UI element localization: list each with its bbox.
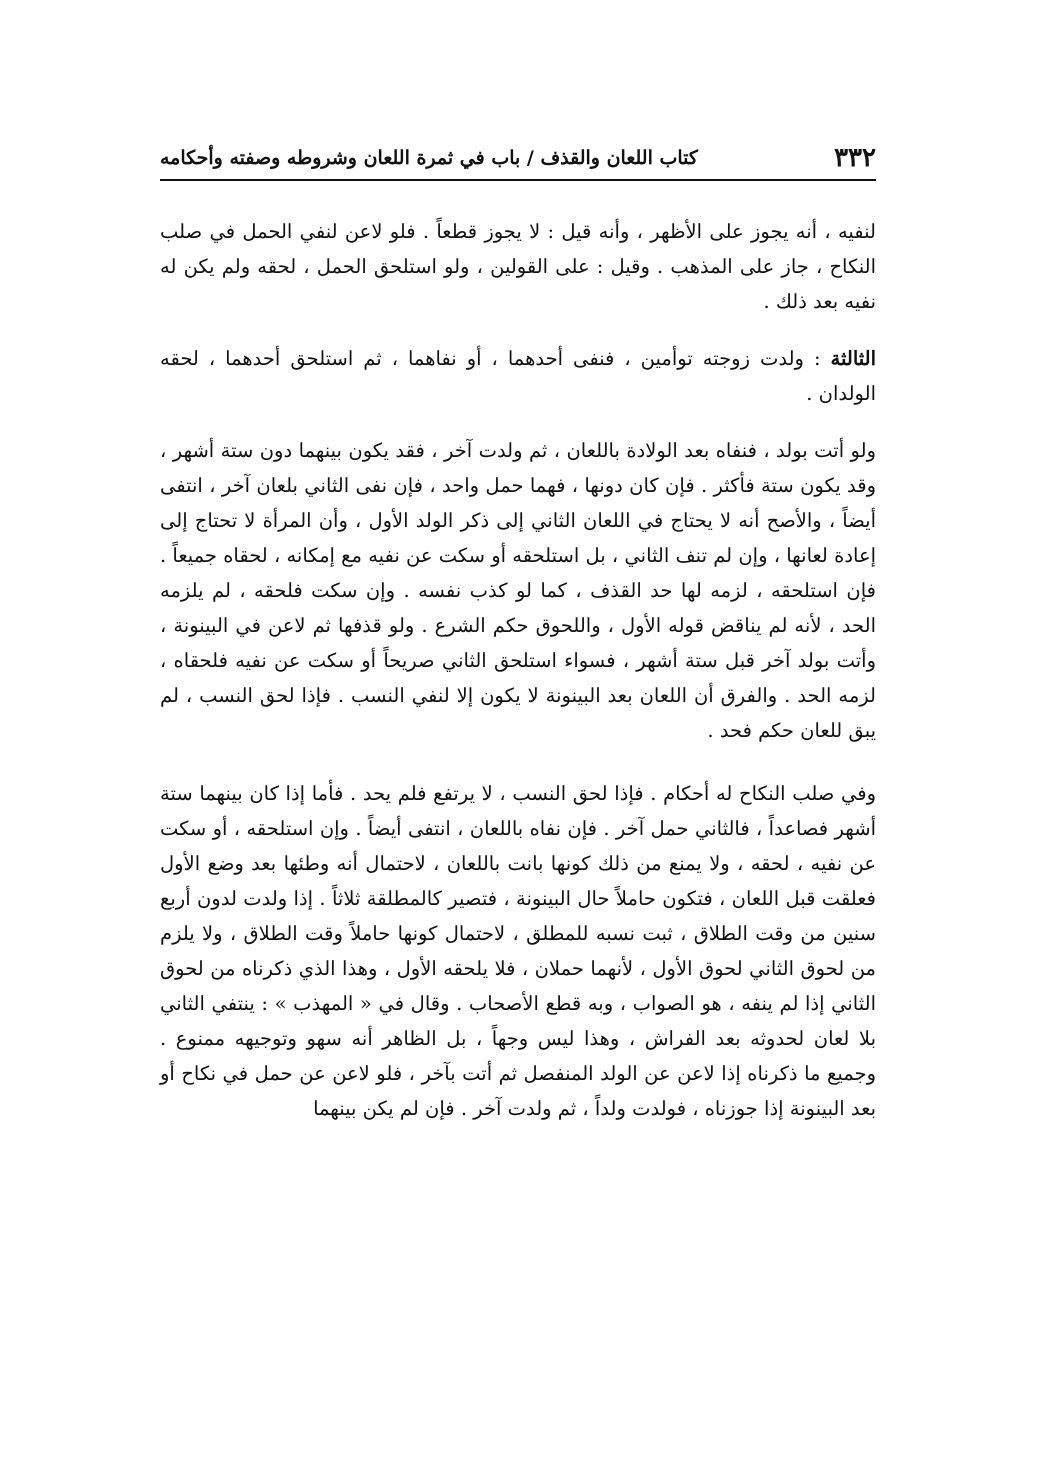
paragraph-1: لنفيه ، أنه يجوز على الأظهر ، وأنه قيل : لا يجوز قطعاً . فلو لاعن لنفي الحمل في صلب النكاح ، جاز على المذهب . وقيل : على القولين ، ولو استلحق الحمل ، لحقه ولم يكن له نفيه بعد ذلك . (160, 220, 876, 313)
running-header (160, 138, 876, 178)
chapter-title: كتاب اللعان والقذف / باب في ثمرة اللعان وشروطه وصفته وأحكامه (160, 147, 698, 169)
page-body (160, 214, 876, 1126)
page-number: ٣٣٢ (834, 143, 876, 173)
paragraph-2-text: : ولدت زوجته توأمين ، فنفى أحدهما ، أو نفاهما ، ثم استلحق أحدهما ، لحقه الولدان . (160, 347, 876, 405)
section-label-third: الثالثة (830, 347, 877, 370)
paragraph-4: وفي صلب النكاح له أحكام . فإذا لحق النسب ، لا يرتفع فلم يحد . فأما إذا كان بينهما ستة أشهر فصاعداً ، فالثاني حمل آخر . فإن نفاه باللعان ، انتفى أيضاً . وإن استلحقه ، أو سكت عن نفيه ، لحقه ، ولا يمنع من ذلك كونها بانت باللعان ، لاحتمال أنه وطئها بعد وضع الأول فعلقت قبل اللعان ، فتكون حاملاً حال البينونة ، فتصير كالمطلقة ثلاثاً . إذا ولدت لدون أربع سنين من وقت الطلاق ، ثبت نسبه للمطلق ، لاحتمال كونها حاملاً وقت الطلاق ، ولا يلزم من لحوق الثاني لحوق الأول ، لأنهما حملان ، فلا يلحقه الأول ، وهذا الذي ذكرناه من لحوق الثاني إذا لم ينفه ، هو الصواب ، وبه قطع الأصحاب . وقال في « المهذب » : ينتفي الثاني بلا لعان لحدوثه بعد الفراش ، وهذا ليس وجهاً ، بل الظاهر أنه سهو وتوجيهه ممنوع . وجميع ما ذكرناه إذا لاعن عن الولد المنفصل ثم أتت بآخر ، فلو لاعن عن حمل في نكاح أو بعد البينونة إذا جوزناه ، فولدت ولداً ، ثم ولدت آخر . فإن لم يكن بينهما (160, 782, 876, 1120)
paragraph-2 (160, 341, 876, 411)
paragraph-3: ولو أتت بولد ، فنفاه بعد الولادة باللعان ، ثم ولدت آخر ، فقد يكون بينهما دون ستة أشهر ، وقد يكون ستة فأكثر . فإن كان دونها ، فهما حمل واحد ، فإن نفى الثاني بلعان آخر ، انتفى أيضاً ، والأصح أنه لا يحتاج في اللعان الثاني إلى ذكر الولد الأول ، وأن المرأة لا تحتاج إلى إعادة لعانها ، وإن لم تنف الثاني ، بل استلحقه أو سكت عن نفيه مع إمكانه ، لحقاه جميعاً . فإن استلحقه ، لزمه لها حد القذف ، كما لو كذب نفسه . وإن سكت فلحقه ، لم يلزمه الحد ، لأنه لم يناقض قوله الأول ، واللحوق حكم الشرع . ولو قذفها ثم لاعن في البينونة ، وأتت بولد آخر قبل ستة أشهر ، فسواء استلحق الثاني صريحاً أو سكت عن نفيه فلحقاه ، لزمه الحد . والفرق أن اللعان بعد البينونة لا يكون إلا لنفي النسب . فإذا لحق النسب ، لم يبق للعان حكم فحد . (160, 439, 876, 742)
header-rule (160, 179, 876, 181)
